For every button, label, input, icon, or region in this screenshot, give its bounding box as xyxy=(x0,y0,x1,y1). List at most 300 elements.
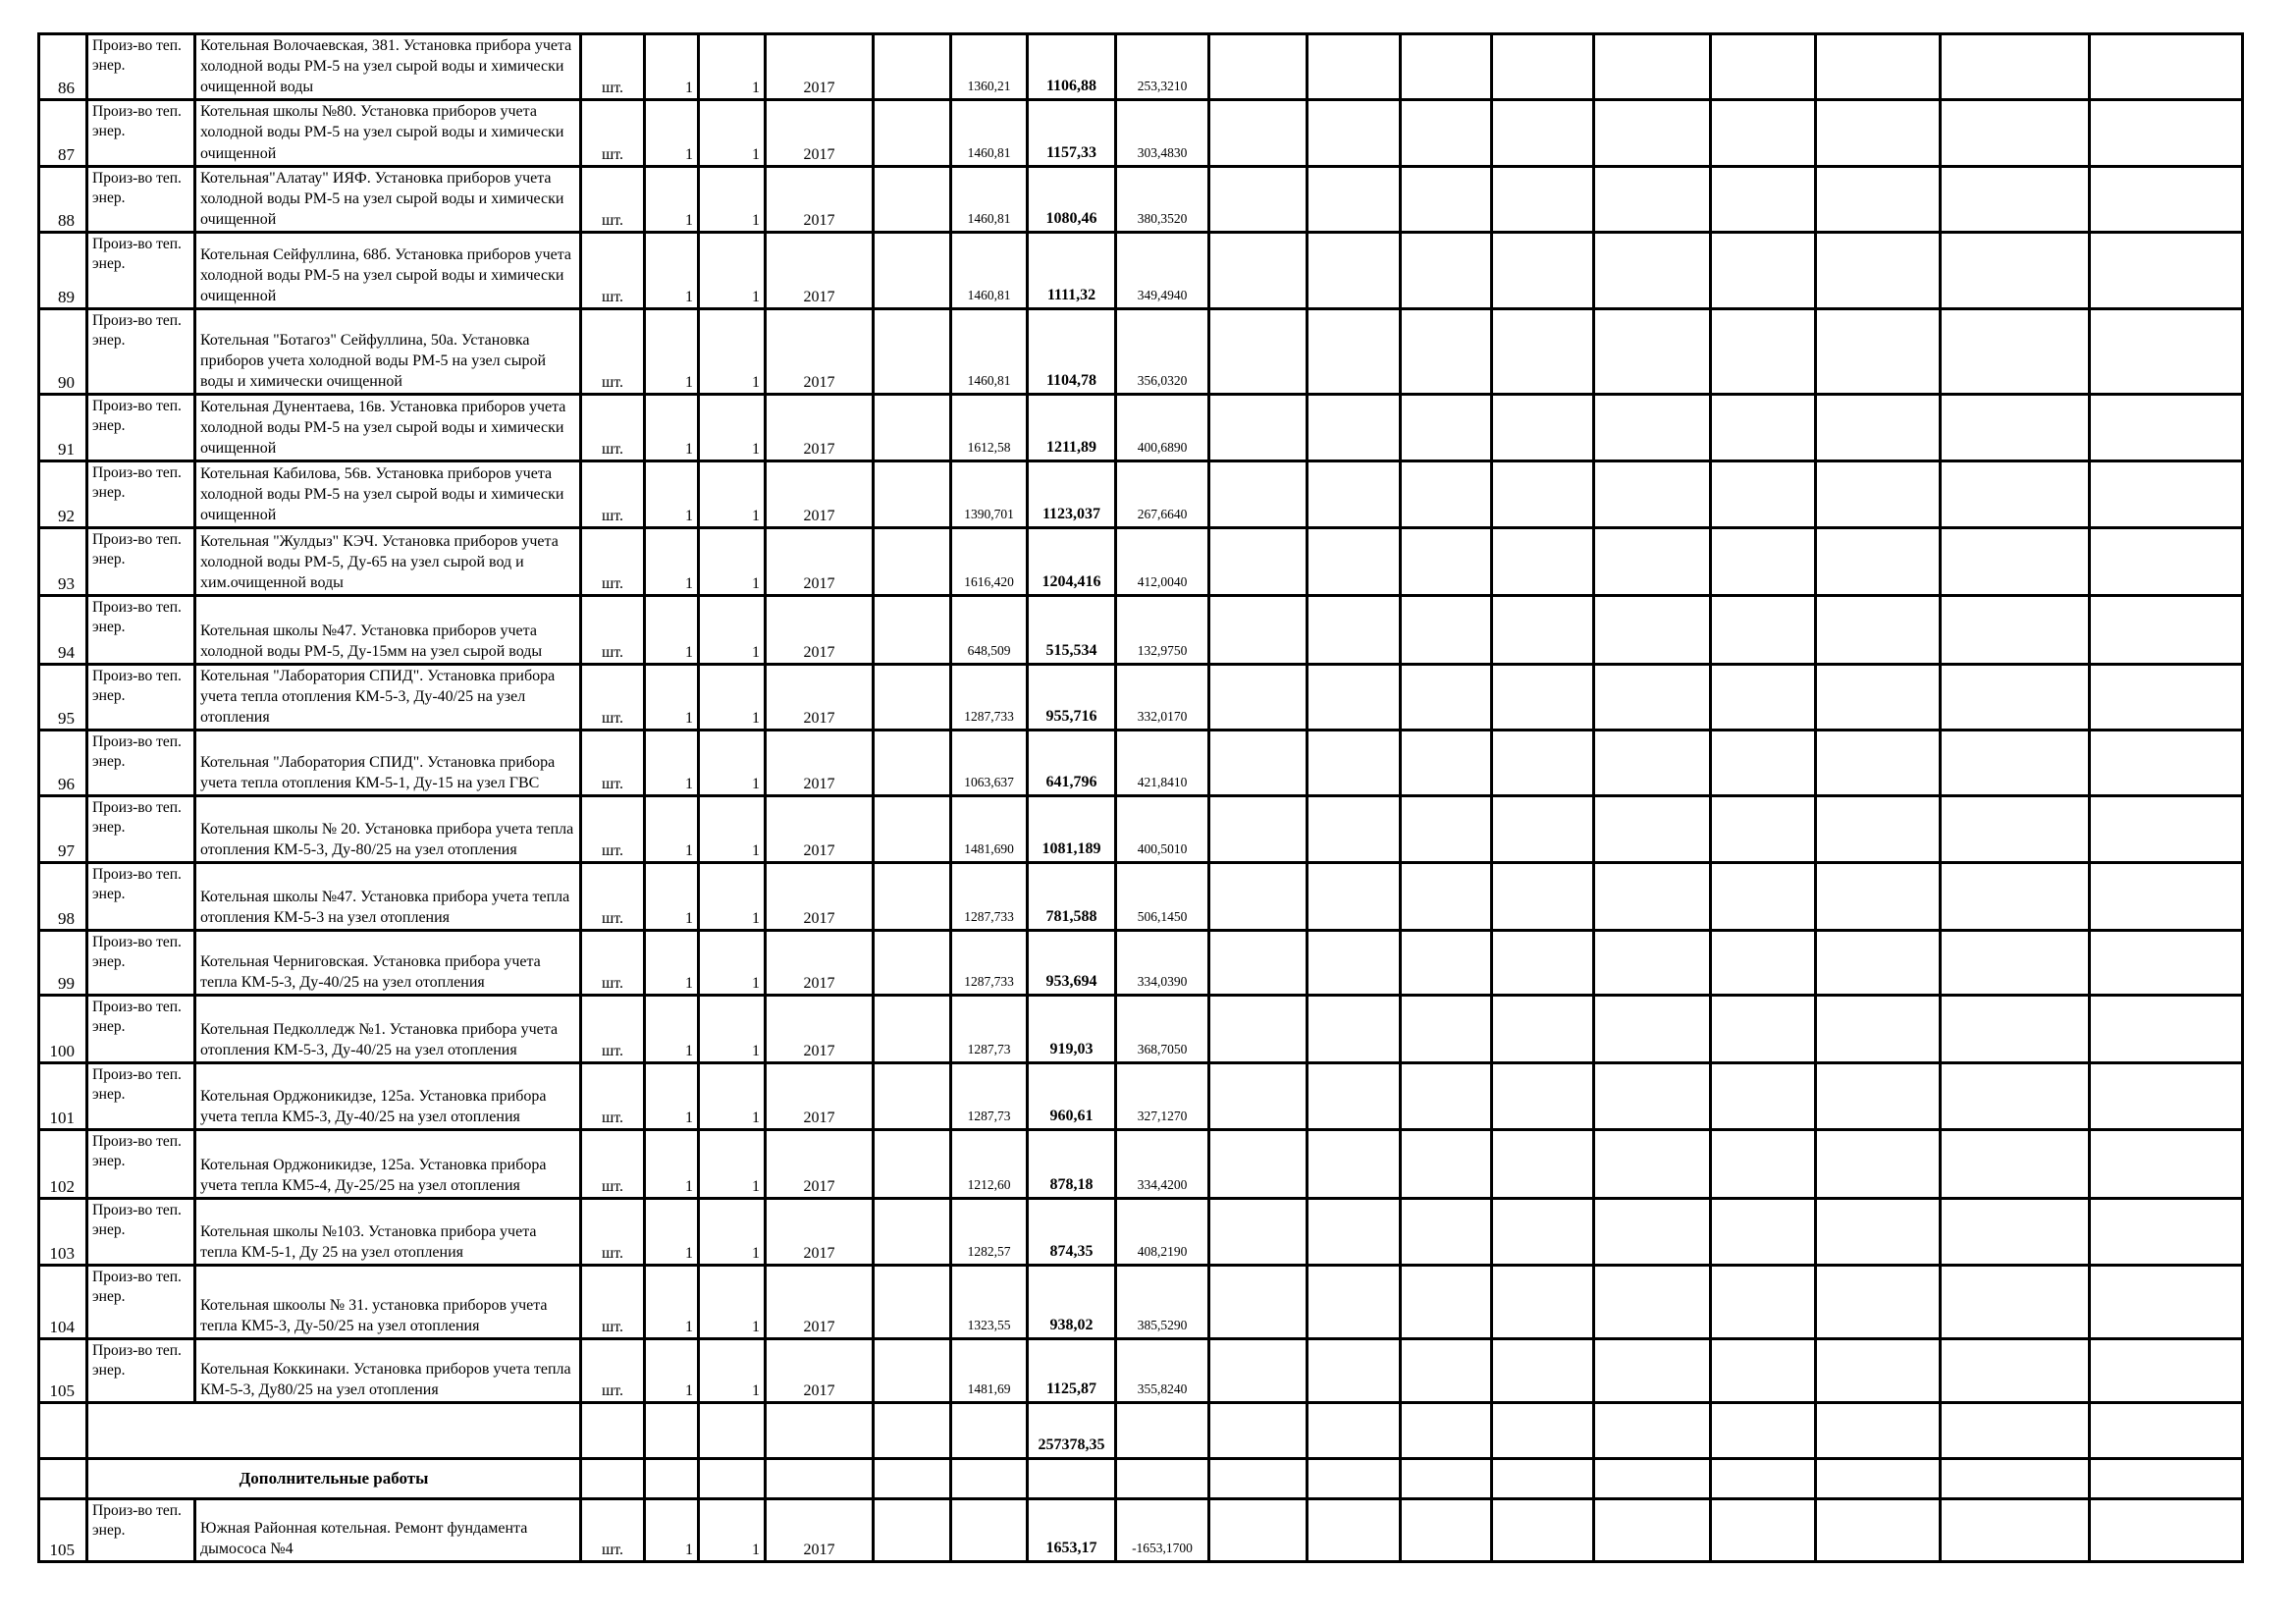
qty-fact-cell: 1 xyxy=(699,34,766,100)
qty-plan-cell: 1 xyxy=(645,100,699,166)
empty-cell xyxy=(1816,1266,1941,1339)
empty-cell xyxy=(1711,996,1816,1063)
empty-cell xyxy=(1209,394,1308,460)
empty-cell xyxy=(1816,1063,1941,1130)
empty-cell xyxy=(1594,731,1711,796)
qty-plan-cell: 1 xyxy=(645,1130,699,1199)
empty-cell xyxy=(2090,460,2243,527)
amount-actual-cell: 1111,32 xyxy=(1028,232,1116,308)
empty-cell xyxy=(1711,460,1816,527)
empty-cell xyxy=(1492,1063,1594,1130)
qty-plan-cell: 1 xyxy=(645,595,699,664)
estimate-table xyxy=(37,32,2244,1563)
row-number-cell xyxy=(39,1403,87,1459)
empty-cell xyxy=(1941,863,2090,931)
unit-cell: шт. xyxy=(581,394,645,460)
empty-cell xyxy=(1711,796,1816,863)
unit-cell: шт. xyxy=(581,1499,645,1562)
spacer-cell xyxy=(874,1063,951,1130)
empty-cell xyxy=(1492,100,1594,166)
empty-cell xyxy=(1308,1130,1401,1199)
qty-fact-cell: 1 xyxy=(699,1130,766,1199)
amount-difference-cell: 334,0390 xyxy=(1116,931,1209,996)
empty-cell xyxy=(1594,308,1711,394)
qty-plan-cell: 1 xyxy=(645,1499,699,1562)
empty-cell xyxy=(1816,460,1941,527)
category-cell: Произ-во теп. энер. xyxy=(87,931,195,996)
row-number-cell: 87 xyxy=(39,100,87,166)
amount-actual-cell: 641,796 xyxy=(1028,731,1116,796)
amount-difference-cell: 253,3210 xyxy=(1116,34,1209,100)
empty-cell xyxy=(1401,796,1492,863)
description-cell: Котельная школы № 20. Установка прибора учета тепла отопления КМ-5-3, Ду-80/25 на узел отопления xyxy=(195,796,581,863)
spacer-cell xyxy=(874,931,951,996)
empty-cell xyxy=(1209,1339,1308,1403)
empty-cell xyxy=(1308,527,1401,595)
qty-plan-cell: 1 xyxy=(645,527,699,595)
amount-difference-cell: 327,1270 xyxy=(1116,1063,1209,1130)
qty-fact-cell: 1 xyxy=(699,796,766,863)
description-cell: Котельная школы №47. Установка прибора учета тепла отопления КМ-5-3 на узел отопления xyxy=(195,863,581,931)
empty-cell xyxy=(1209,996,1308,1063)
empty-cell xyxy=(1941,1199,2090,1266)
unit-cell: шт. xyxy=(581,100,645,166)
empty-cell xyxy=(1941,931,2090,996)
empty-cell xyxy=(1816,796,1941,863)
empty-cell xyxy=(1209,308,1308,394)
qty-plan-cell: 1 xyxy=(645,931,699,996)
amount-actual-cell: 953,694 xyxy=(1028,931,1116,996)
empty-cell xyxy=(1941,166,2090,232)
empty-cell xyxy=(1308,796,1401,863)
unit-cell xyxy=(581,1459,645,1499)
description-cell: Котельная Кабилова, 56в. Установка приборов учета холодной воды РМ-5 на узел сырой воды и химически очищенной xyxy=(195,460,581,527)
empty-cell xyxy=(1816,166,1941,232)
empty-cell xyxy=(1401,308,1492,394)
empty-cell xyxy=(1594,1339,1711,1403)
empty-cell xyxy=(1209,527,1308,595)
empty-cell xyxy=(1401,595,1492,664)
unit-cell: шт. xyxy=(581,166,645,232)
amount-estimate-cell: 1287,733 xyxy=(951,863,1028,931)
spacer-cell xyxy=(874,1403,951,1459)
empty-cell xyxy=(1711,1339,1816,1403)
qty-fact-cell: 1 xyxy=(699,308,766,394)
empty-cell xyxy=(1492,731,1594,796)
empty-cell xyxy=(1492,1199,1594,1266)
row-number-cell xyxy=(39,1459,87,1499)
amount-actual-cell: 1081,189 xyxy=(1028,796,1116,863)
spacer-cell xyxy=(874,394,951,460)
year-cell: 2017 xyxy=(766,460,874,527)
table-row xyxy=(39,664,2243,730)
table-row xyxy=(39,308,2243,394)
empty-cell xyxy=(1492,1339,1594,1403)
empty-cell xyxy=(1401,863,1492,931)
empty-cell xyxy=(1711,1403,1816,1459)
empty-cell xyxy=(1492,664,1594,730)
empty-cell xyxy=(1941,1339,2090,1403)
empty-cell xyxy=(1594,931,1711,996)
category-cell: Произ-во теп. энер. xyxy=(87,166,195,232)
empty-cell xyxy=(1492,1499,1594,1562)
amount-difference-cell: 400,6890 xyxy=(1116,394,1209,460)
amount-difference-cell: 349,4940 xyxy=(1116,232,1209,308)
row-number-cell: 90 xyxy=(39,308,87,394)
empty-cell xyxy=(2090,34,2243,100)
unit-cell: шт. xyxy=(581,232,645,308)
year-cell: 2017 xyxy=(766,863,874,931)
unit-cell: шт. xyxy=(581,1063,645,1130)
qty-fact-cell: 1 xyxy=(699,100,766,166)
empty-cell xyxy=(2090,527,2243,595)
description-cell: Котельная Волочаевская, 381. Установка прибора учета холодной воды РМ-5 на узел сырой воды и химически очищенной воды xyxy=(195,34,581,100)
empty-cell xyxy=(1594,1063,1711,1130)
empty-cell xyxy=(1816,996,1941,1063)
empty-cell xyxy=(1711,308,1816,394)
qty-fact-cell: 1 xyxy=(699,1339,766,1403)
table-row xyxy=(39,394,2243,460)
amount-estimate-cell: 1481,690 xyxy=(951,796,1028,863)
spacer-cell xyxy=(874,308,951,394)
amount-estimate-cell: 1323,55 xyxy=(951,1266,1028,1339)
year-cell: 2017 xyxy=(766,1499,874,1562)
amount-actual-cell: 1104,78 xyxy=(1028,308,1116,394)
row-number-cell: 101 xyxy=(39,1063,87,1130)
empty-cell xyxy=(1941,1266,2090,1339)
year-cell: 2017 xyxy=(766,308,874,394)
year-cell: 2017 xyxy=(766,731,874,796)
category-cell: Произ-во теп. энер. xyxy=(87,996,195,1063)
amount-actual-cell: 1204,416 xyxy=(1028,527,1116,595)
empty-cell xyxy=(1816,394,1941,460)
empty-cell xyxy=(1209,232,1308,308)
row-number-cell: 94 xyxy=(39,595,87,664)
description-cell: Котельная Сейфуллина, 68б. Установка приборов учета холодной воды РМ-5 на узел сырой воды и химически очищенной xyxy=(195,232,581,308)
row-number-cell: 93 xyxy=(39,527,87,595)
empty-cell xyxy=(1209,1266,1308,1339)
empty-cell xyxy=(1492,796,1594,863)
amount-difference-cell: 412,0040 xyxy=(1116,527,1209,595)
empty-cell xyxy=(1308,1339,1401,1403)
empty-cell xyxy=(1941,595,2090,664)
amount-actual-cell: 919,03 xyxy=(1028,996,1116,1063)
qty-fact-cell: 1 xyxy=(699,232,766,308)
empty-cell xyxy=(1308,1063,1401,1130)
empty-cell xyxy=(1492,1266,1594,1339)
empty-cell xyxy=(1594,232,1711,308)
empty-cell xyxy=(1941,996,2090,1063)
amount-difference-cell: 385,5290 xyxy=(1116,1266,1209,1339)
empty-cell xyxy=(2090,1130,2243,1199)
empty-cell xyxy=(1308,1403,1401,1459)
amount-estimate-cell: 1287,73 xyxy=(951,1063,1028,1130)
amount-actual-cell: 1123,037 xyxy=(1028,460,1116,527)
row-number-cell: 105 xyxy=(39,1339,87,1403)
empty-cell xyxy=(1209,595,1308,664)
empty-cell xyxy=(1594,1199,1711,1266)
empty-cell xyxy=(1492,394,1594,460)
row-number-cell: 97 xyxy=(39,796,87,863)
year-cell: 2017 xyxy=(766,166,874,232)
empty-cell xyxy=(1816,1339,1941,1403)
category-cell: Произ-во теп. энер. xyxy=(87,796,195,863)
empty-cell xyxy=(2090,931,2243,996)
unit-cell: шт. xyxy=(581,460,645,527)
amount-estimate-cell: 1460,81 xyxy=(951,166,1028,232)
empty-cell xyxy=(2090,1199,2243,1266)
empty-cell xyxy=(1941,1459,2090,1499)
table-row xyxy=(39,595,2243,664)
qty-plan-cell: 1 xyxy=(645,308,699,394)
empty-cell xyxy=(1941,731,2090,796)
empty-cell xyxy=(1941,34,2090,100)
row-number-cell: 104 xyxy=(39,1266,87,1339)
amount-difference-cell: 408,2190 xyxy=(1116,1199,1209,1266)
empty-cell xyxy=(1209,1199,1308,1266)
empty-cell xyxy=(1308,34,1401,100)
unit-cell: шт. xyxy=(581,34,645,100)
empty-cell xyxy=(1711,527,1816,595)
empty-cell xyxy=(1401,1130,1492,1199)
amount-difference-cell: 332,0170 xyxy=(1116,664,1209,730)
amount-actual-cell: 1080,46 xyxy=(1028,166,1116,232)
empty-cell xyxy=(1711,34,1816,100)
total-amount-cell: 257378,35 xyxy=(1028,1403,1116,1459)
unit-cell: шт. xyxy=(581,996,645,1063)
row-number-cell: 98 xyxy=(39,863,87,931)
amount-difference-cell: 355,8240 xyxy=(1116,1339,1209,1403)
category-cell: Произ-во теп. энер. xyxy=(87,863,195,931)
empty-cell xyxy=(2090,1266,2243,1339)
empty-cell xyxy=(1308,166,1401,232)
year-cell: 2017 xyxy=(766,1339,874,1403)
empty-cell xyxy=(1941,664,2090,730)
empty-cell xyxy=(1711,1499,1816,1562)
empty-cell xyxy=(1594,34,1711,100)
empty-cell xyxy=(1209,1063,1308,1130)
amount-estimate-cell: 648,509 xyxy=(951,595,1028,664)
row-number-cell: 102 xyxy=(39,1130,87,1199)
qty-fact-cell xyxy=(699,1403,766,1459)
empty-cell xyxy=(1308,1499,1401,1562)
empty-cell xyxy=(2090,664,2243,730)
year-cell: 2017 xyxy=(766,796,874,863)
spacer-cell xyxy=(874,1199,951,1266)
amount-actual-cell: 1106,88 xyxy=(1028,34,1116,100)
empty-cell xyxy=(2090,1063,2243,1130)
amount-estimate-cell xyxy=(951,1403,1028,1459)
section-title-cell: Дополнительные работы xyxy=(87,1459,581,1499)
amount-difference-cell: 267,6640 xyxy=(1116,460,1209,527)
qty-plan-cell: 1 xyxy=(645,166,699,232)
description-cell: Котельная Орджоникидзе, 125а. Установка прибора учета тепла КМ5-3, Ду-40/25 на узел отопления xyxy=(195,1063,581,1130)
amount-estimate-cell: 1287,73 xyxy=(951,996,1028,1063)
empty-cell xyxy=(1209,166,1308,232)
empty-cell xyxy=(1594,527,1711,595)
amount-estimate-cell xyxy=(951,1499,1028,1562)
table-row xyxy=(39,460,2243,527)
spacer-cell xyxy=(874,100,951,166)
empty-cell xyxy=(1816,308,1941,394)
qty-plan-cell: 1 xyxy=(645,863,699,931)
unit-cell xyxy=(581,1403,645,1459)
empty-cell xyxy=(1594,796,1711,863)
amount-actual-cell: 938,02 xyxy=(1028,1266,1116,1339)
empty-cell xyxy=(1401,1459,1492,1499)
empty-cell xyxy=(1401,1199,1492,1266)
empty-cell xyxy=(1209,931,1308,996)
amount-estimate-cell: 1460,81 xyxy=(951,232,1028,308)
qty-fact-cell: 1 xyxy=(699,527,766,595)
empty-cell xyxy=(2090,595,2243,664)
empty-cell xyxy=(2090,1499,2243,1562)
amount-estimate-cell: 1481,69 xyxy=(951,1339,1028,1403)
empty-cell xyxy=(1492,595,1594,664)
empty-cell xyxy=(1209,34,1308,100)
qty-fact-cell: 1 xyxy=(699,595,766,664)
category-cell: Произ-во теп. энер. xyxy=(87,1130,195,1199)
empty-cell xyxy=(1209,664,1308,730)
qty-plan-cell: 1 xyxy=(645,34,699,100)
empty-cell xyxy=(1209,460,1308,527)
amount-difference-cell: 400,5010 xyxy=(1116,796,1209,863)
empty-cell xyxy=(2090,1403,2243,1459)
year-cell: 2017 xyxy=(766,100,874,166)
spacer-cell xyxy=(874,1130,951,1199)
empty-cell xyxy=(2090,394,2243,460)
year-cell xyxy=(766,1459,874,1499)
empty-cell xyxy=(1816,863,1941,931)
amount-estimate-cell: 1282,57 xyxy=(951,1199,1028,1266)
row-number-cell: 88 xyxy=(39,166,87,232)
empty-cell xyxy=(2090,1339,2243,1403)
empty-cell xyxy=(1401,931,1492,996)
empty-cell xyxy=(1401,1266,1492,1339)
empty-cell xyxy=(1492,166,1594,232)
empty-cell xyxy=(1401,1403,1492,1459)
empty-cell xyxy=(1941,232,2090,308)
qty-fact-cell: 1 xyxy=(699,1499,766,1562)
description-cell: Котельная "Ботагоз" Сейфуллина, 50а. Установка приборов учета холодной воды РМ-5 на узел сырой воды и химически очищенной xyxy=(195,308,581,394)
empty-cell xyxy=(1308,1266,1401,1339)
empty-cell xyxy=(1941,100,2090,166)
description-cell: Котельная "Лаборатория СПИД". Установка прибора учета тепла отопления КМ-5-3, Ду-40/25 на узел отопления xyxy=(195,664,581,730)
empty-cell xyxy=(1816,1130,1941,1199)
empty-cell xyxy=(1594,664,1711,730)
year-cell: 2017 xyxy=(766,664,874,730)
qty-fact-cell: 1 xyxy=(699,460,766,527)
empty-cell xyxy=(1308,996,1401,1063)
category-cell: Произ-во теп. энер. xyxy=(87,1199,195,1266)
empty-cell xyxy=(1308,232,1401,308)
amount-difference-cell: 421,8410 xyxy=(1116,731,1209,796)
empty-cell xyxy=(1308,664,1401,730)
empty-cell xyxy=(1401,996,1492,1063)
year-cell: 2017 xyxy=(766,1266,874,1339)
table-row xyxy=(39,731,2243,796)
description-cell: Котельная "Лаборатория СПИД". Установка прибора учета тепла отопления КМ-5-1, Ду-15 на узел ГВС xyxy=(195,731,581,796)
qty-fact-cell: 1 xyxy=(699,863,766,931)
empty-cell xyxy=(1711,394,1816,460)
qty-fact-cell: 1 xyxy=(699,1063,766,1130)
empty-cell xyxy=(1308,394,1401,460)
empty-cell xyxy=(1594,996,1711,1063)
spacer-cell xyxy=(874,863,951,931)
empty-cell xyxy=(1941,1130,2090,1199)
amount-actual-cell: 515,534 xyxy=(1028,595,1116,664)
spacer-cell xyxy=(874,1499,951,1562)
empty-cell xyxy=(1492,1130,1594,1199)
empty-cell xyxy=(1594,166,1711,232)
empty-cell xyxy=(1401,460,1492,527)
row-number-cell: 86 xyxy=(39,34,87,100)
amount-estimate-cell: 1063,637 xyxy=(951,731,1028,796)
empty-cell xyxy=(1401,166,1492,232)
amount-estimate-cell: 1212,60 xyxy=(951,1130,1028,1199)
amount-actual-cell: 1157,33 xyxy=(1028,100,1116,166)
empty-cell xyxy=(1816,1199,1941,1266)
category-cell: Произ-во теп. энер. xyxy=(87,308,195,394)
empty-cell xyxy=(1816,1459,1941,1499)
year-cell: 2017 xyxy=(766,527,874,595)
category-cell: Произ-во теп. энер. xyxy=(87,527,195,595)
qty-plan-cell: 1 xyxy=(645,1339,699,1403)
empty-cell xyxy=(1711,664,1816,730)
empty-cell xyxy=(1492,863,1594,931)
section-header-row xyxy=(39,1459,2243,1499)
category-cell: Произ-во теп. энер. xyxy=(87,100,195,166)
amount-difference-cell: 368,7050 xyxy=(1116,996,1209,1063)
qty-plan-cell xyxy=(645,1403,699,1459)
qty-fact-cell: 1 xyxy=(699,996,766,1063)
empty-cell xyxy=(1816,1403,1941,1459)
empty-cell xyxy=(1594,1459,1711,1499)
empty-cell xyxy=(2090,100,2243,166)
empty-cell xyxy=(1308,460,1401,527)
category-cell: Произ-во теп. энер. xyxy=(87,731,195,796)
year-cell: 2017 xyxy=(766,996,874,1063)
empty-cell xyxy=(1401,1499,1492,1562)
qty-plan-cell: 1 xyxy=(645,1063,699,1130)
amount-difference-cell: 356,0320 xyxy=(1116,308,1209,394)
table-row xyxy=(39,996,2243,1063)
spacer-cell xyxy=(874,1339,951,1403)
year-cell: 2017 xyxy=(766,1130,874,1199)
spacer-cell xyxy=(874,232,951,308)
category-cell: Произ-во теп. энер. xyxy=(87,1339,195,1403)
empty-cell xyxy=(1711,863,1816,931)
empty-cell xyxy=(1209,100,1308,166)
empty-cell xyxy=(1209,1459,1308,1499)
empty-cell xyxy=(2090,166,2243,232)
empty-cell xyxy=(1594,394,1711,460)
amount-difference-cell: 132,9750 xyxy=(1116,595,1209,664)
spacer-cell xyxy=(874,796,951,863)
qty-plan-cell: 1 xyxy=(645,731,699,796)
empty-cell xyxy=(1594,863,1711,931)
empty-cell xyxy=(1816,931,1941,996)
empty-cell xyxy=(1401,34,1492,100)
qty-plan-cell: 1 xyxy=(645,996,699,1063)
description-cell: Котельная Коккинаки. Установка приборов учета тепла КМ-5-3, Ду80/25 на узел отопления xyxy=(195,1339,581,1403)
category-cell: Произ-во теп. энер. xyxy=(87,460,195,527)
empty-cell xyxy=(1401,232,1492,308)
empty-cell xyxy=(1941,796,2090,863)
year-cell: 2017 xyxy=(766,1199,874,1266)
amount-difference-cell xyxy=(1116,1459,1209,1499)
category-cell: Произ-во теп. энер. xyxy=(87,595,195,664)
